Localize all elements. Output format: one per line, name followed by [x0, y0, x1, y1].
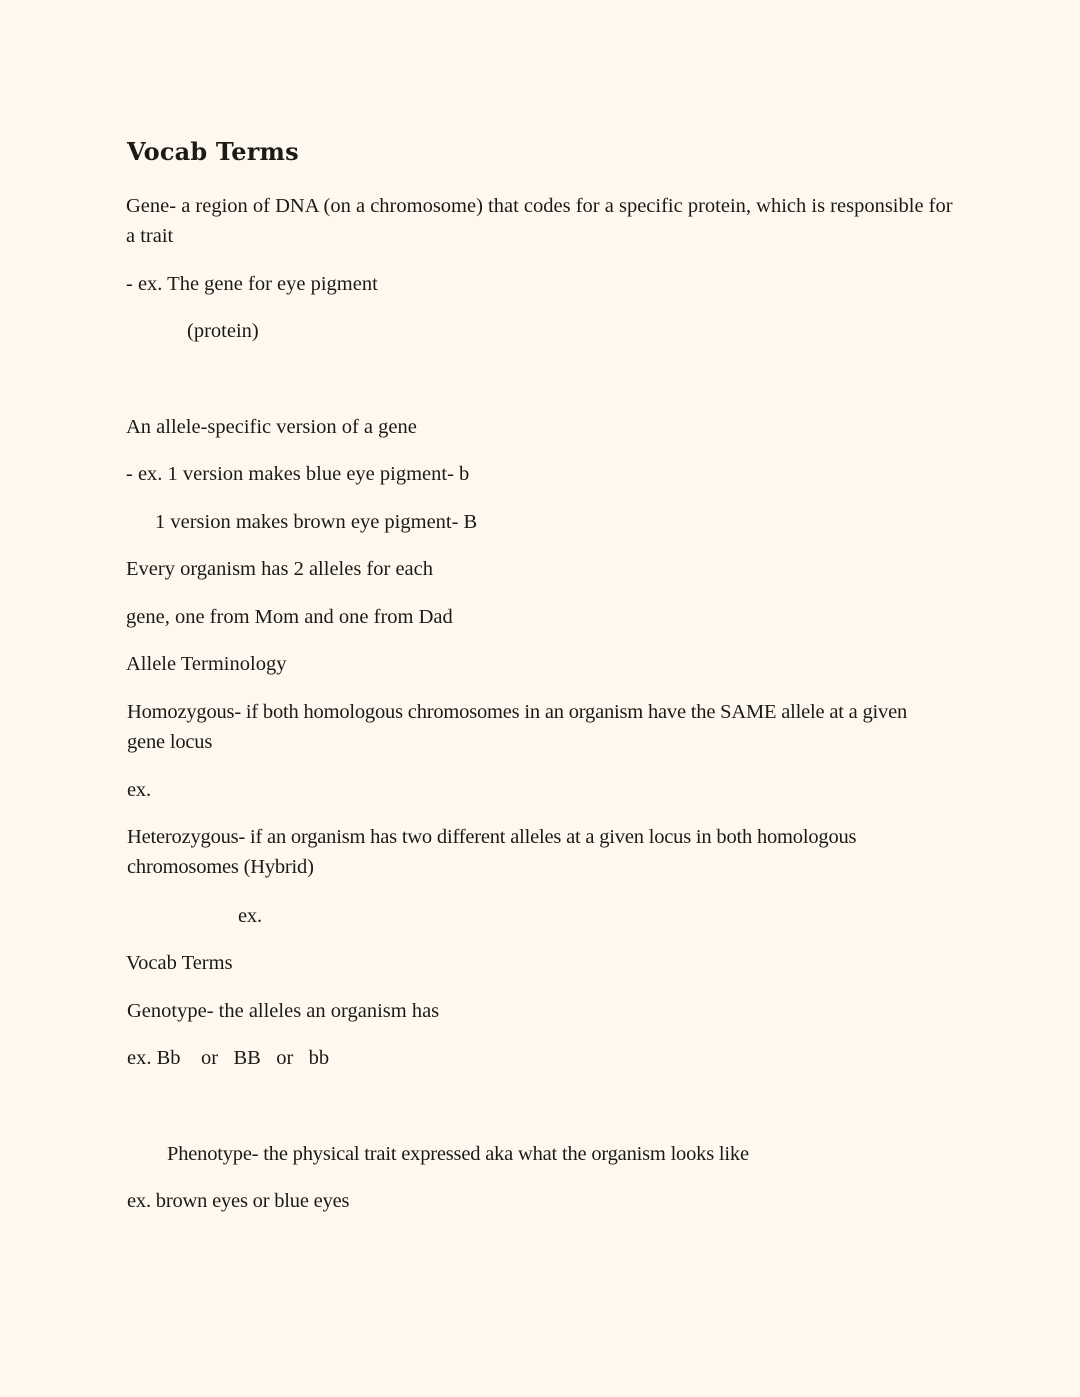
- genotype-definition: Genotype- the alleles an organism has: [127, 1000, 440, 1022]
- alleles-count-line-1: Every organism has 2 alleles for each: [126, 558, 434, 580]
- vocab-terms-subheading: Vocab Terms: [126, 952, 233, 974]
- heterozygous-definition: Heterozygous- if an organism has two different alleles at a given locus in both homologous chromosomes (Hybrid): [127, 826, 857, 878]
- allele-definition: An allele-specific version of a gene: [126, 416, 417, 438]
- allele-example-brown: 1 version makes brown eye pigment- B: [155, 511, 478, 533]
- allele-terminology-heading: Allele Terminology: [126, 653, 287, 675]
- gene-example: - ex. The gene for eye pigment: [126, 273, 378, 295]
- gene-example-note: (protein): [187, 320, 259, 342]
- homozygous-definition: Homozygous- if both homologous chromosomes in an organism have the SAME allele at a given gene locus: [127, 701, 908, 753]
- phenotype-example: ex. brown eyes or blue eyes: [127, 1190, 350, 1212]
- allele-example-blue: - ex. 1 version makes blue eye pigment- b: [126, 463, 470, 485]
- alleles-count-line-2: gene, one from Mom and one from Dad: [126, 606, 453, 628]
- heterozygous-example: ex.: [238, 905, 262, 927]
- page-title: Vocab Terms: [127, 137, 299, 166]
- gene-definition: Gene- a region of DNA (on a chromosome) that codes for a specific protein, which is responsible for a trait: [126, 195, 953, 247]
- phenotype-definition: Phenotype- the physical trait expressed aka what the organism looks like: [167, 1143, 749, 1165]
- genotype-example: ex. Bb or BB or bb: [127, 1047, 330, 1069]
- homozygous-example: ex.: [127, 779, 151, 801]
